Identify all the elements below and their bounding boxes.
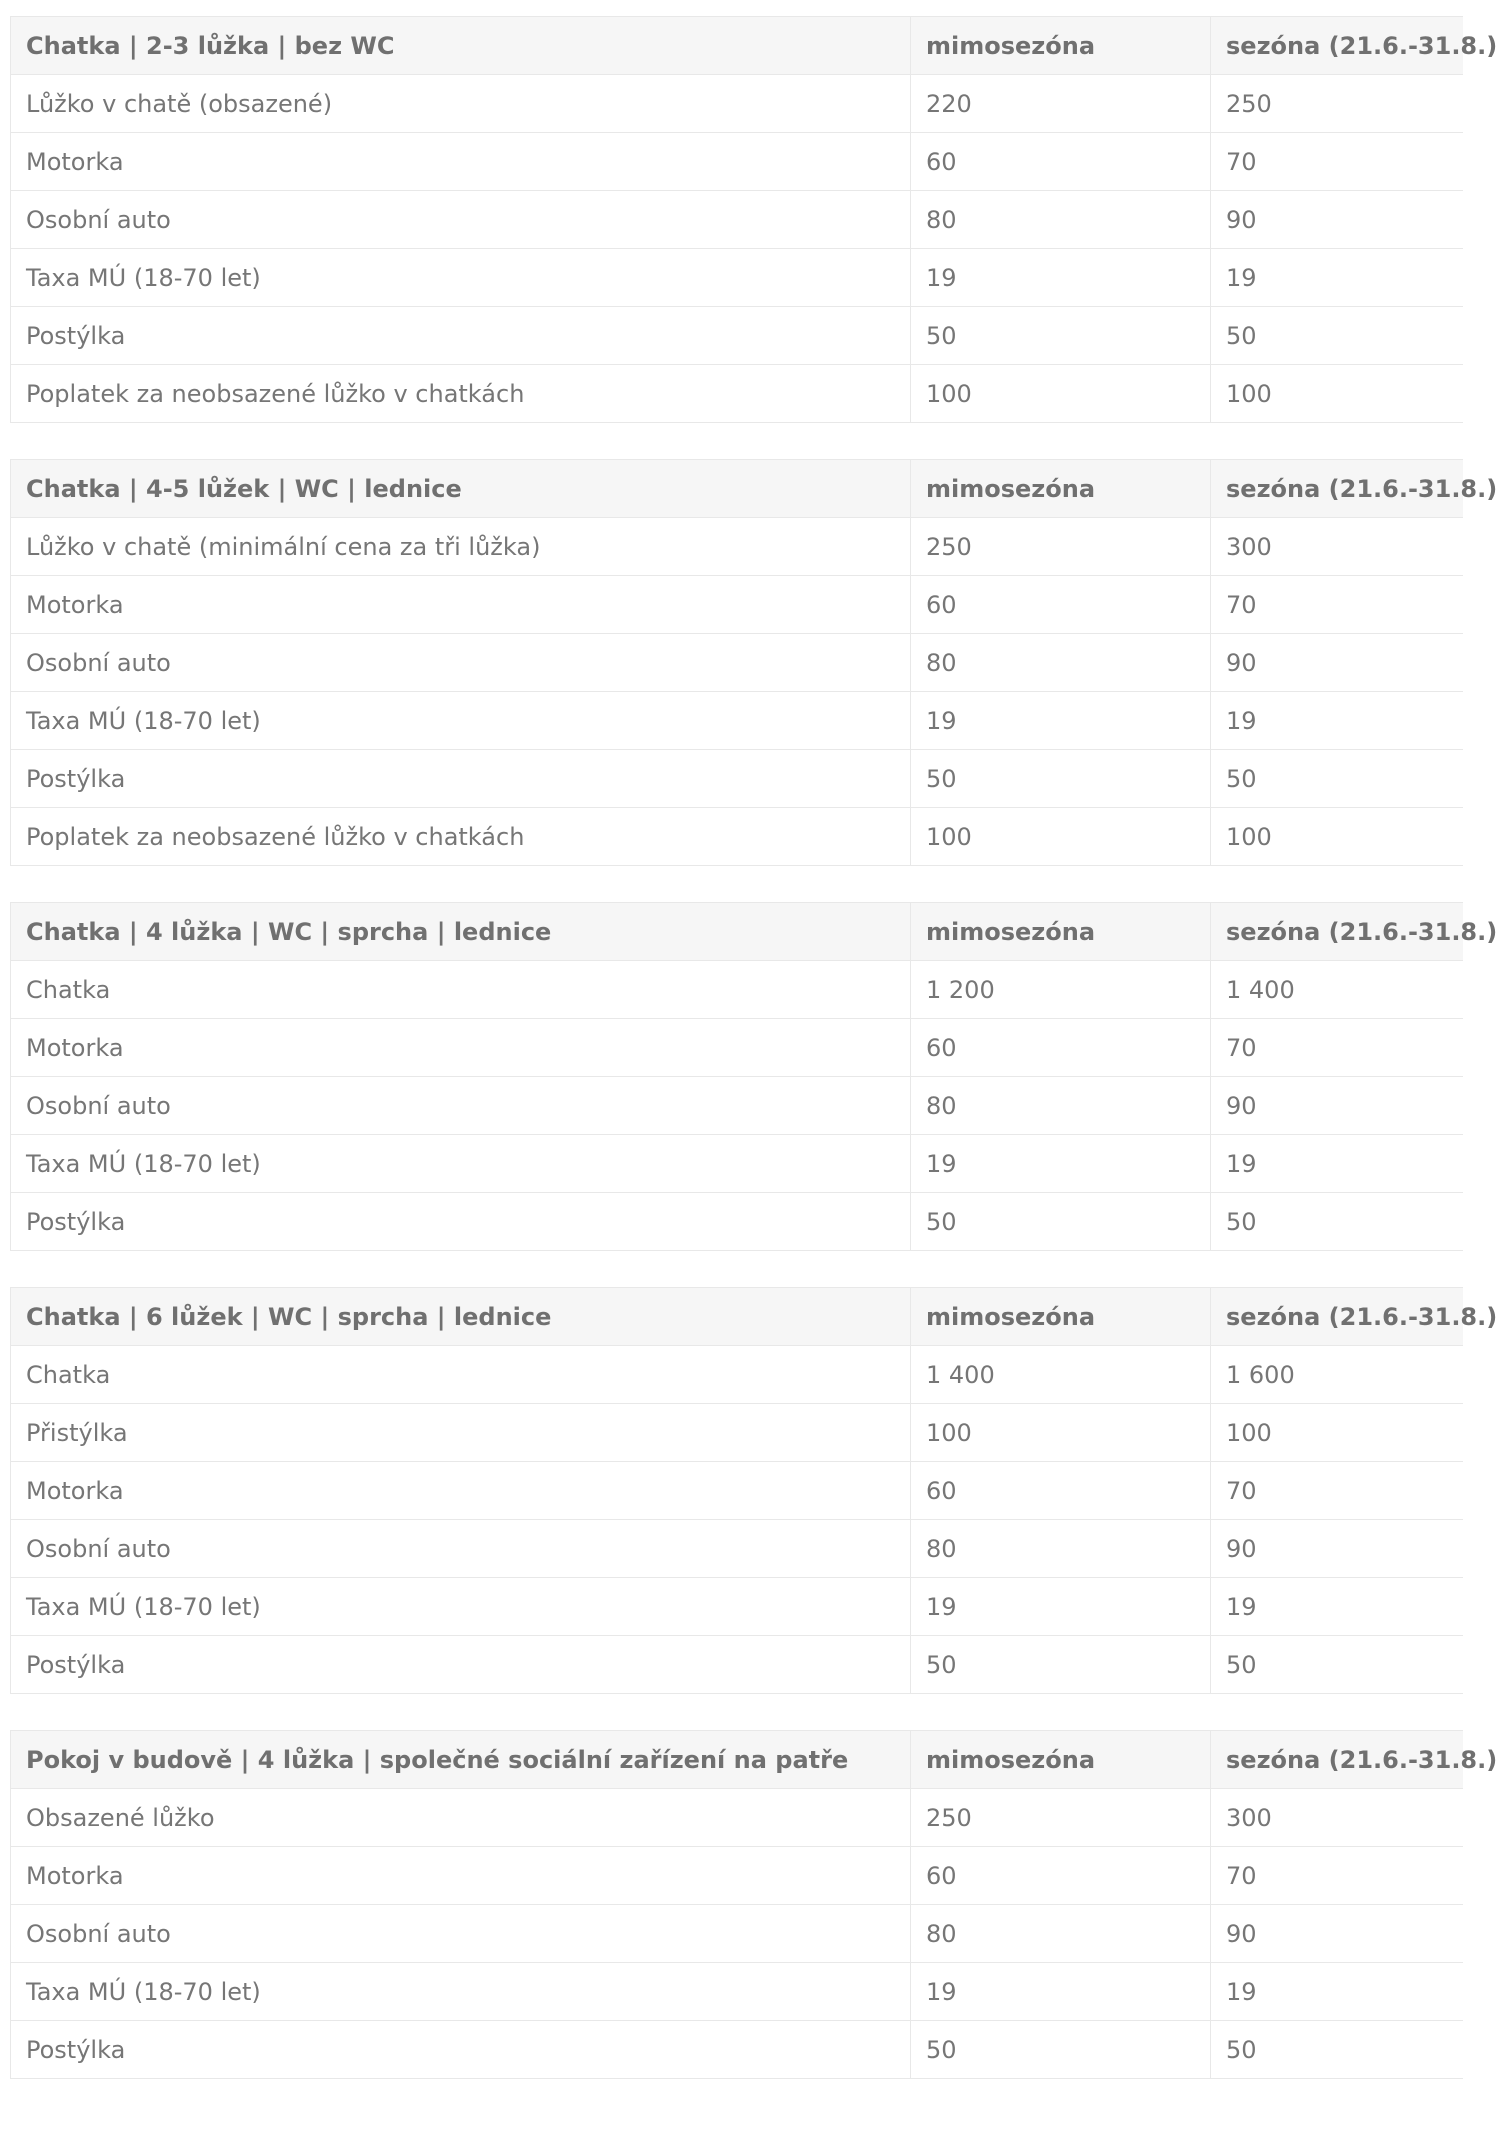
item-name: Osobní auto [11,1077,911,1135]
item-name: Taxa MÚ (18-70 let) [11,249,911,307]
item-name: Motorka [11,1462,911,1520]
table-row [11,1077,1463,1135]
item-name: Poplatek za neobsazené lůžko v chatkách [11,808,911,866]
price-offseason: 1 200 [911,961,1211,1019]
price-season: 70 [1211,133,1463,191]
column-header-season: sezóna (21.6.-31.8.) [1211,903,1463,961]
table-title: Chatka | 4 lůžka | WC | sprcha | lednice [11,903,911,961]
item-name: Chatka [11,961,911,1019]
table-title: Chatka | 6 lůžek | WC | sprcha | lednice [11,1288,911,1346]
price-offseason: 19 [911,1963,1211,2021]
table-row [11,75,1463,133]
price-table [10,459,1497,866]
table-row [11,1404,1463,1462]
table-title: Chatka | 4-5 lůžek | WC | lednice [11,460,911,518]
item-name: Postýlka [11,1193,911,1251]
price-season: 70 [1211,1019,1463,1077]
table-row [11,1193,1463,1251]
item-name: Chatka [11,1346,911,1404]
price-season: 70 [1211,576,1463,634]
item-name: Osobní auto [11,1520,911,1578]
item-name: Osobní auto [11,1905,911,1963]
price-offseason: 220 [911,75,1211,133]
table-header-row [11,903,1463,961]
table-row [11,133,1463,191]
table-row [11,1789,1463,1847]
price-table [10,902,1497,1251]
table-title: Chatka | 2-3 lůžka | bez WC [11,17,911,75]
price-offseason: 100 [911,365,1211,423]
column-header-offseason: mimosezóna [911,1288,1211,1346]
price-season: 70 [1211,1847,1463,1905]
table-row [11,2021,1463,2079]
column-header-offseason: mimosezóna [911,903,1211,961]
table-row [11,518,1463,576]
table-row [11,634,1463,692]
price-season: 300 [1211,518,1463,576]
price-season: 50 [1211,750,1463,808]
item-name: Motorka [11,1019,911,1077]
table-header-row [11,460,1463,518]
price-season: 90 [1211,1520,1463,1578]
table-row [11,1346,1463,1404]
table-header-row [11,17,1463,75]
table-title: Pokoj v budově | 4 lůžka | společné sociální zařízení na patře [11,1731,911,1789]
price-offseason: 50 [911,1193,1211,1251]
item-name: Postýlka [11,750,911,808]
item-name: Taxa MÚ (18-70 let) [11,1578,911,1636]
column-header-season: sezóna (21.6.-31.8.) [1211,460,1463,518]
price-season: 19 [1211,692,1463,750]
price-season: 19 [1211,1578,1463,1636]
table-row [11,1578,1463,1636]
price-offseason: 19 [911,249,1211,307]
price-season: 19 [1211,1963,1463,2021]
table-row [11,1019,1463,1077]
price-offseason: 80 [911,634,1211,692]
price-season: 90 [1211,634,1463,692]
column-header-season: sezóna (21.6.-31.8.) [1211,1288,1463,1346]
price-offseason: 100 [911,1404,1211,1462]
price-season: 1 400 [1211,961,1463,1019]
price-season: 19 [1211,1135,1463,1193]
price-offseason: 60 [911,1847,1211,1905]
price-season: 50 [1211,307,1463,365]
item-name: Lůžko v chatě (minimální cena za tři lůžka) [11,518,911,576]
column-header-offseason: mimosezóna [911,1731,1211,1789]
item-name: Lůžko v chatě (obsazené) [11,75,911,133]
price-offseason: 50 [911,2021,1211,2079]
column-header-offseason: mimosezóna [911,460,1211,518]
price-offseason: 80 [911,191,1211,249]
table-row [11,1636,1463,1694]
item-name: Přistýlka [11,1404,911,1462]
price-season: 90 [1211,1905,1463,1963]
item-name: Motorka [11,133,911,191]
item-name: Taxa MÚ (18-70 let) [11,1135,911,1193]
price-season: 50 [1211,1193,1463,1251]
column-header-season: sezóna (21.6.-31.8.) [1211,1731,1463,1789]
price-offseason: 250 [911,518,1211,576]
price-offseason: 60 [911,1019,1211,1077]
price-offseason: 50 [911,307,1211,365]
price-offseason: 100 [911,808,1211,866]
table-header-row [11,1288,1463,1346]
price-offseason: 19 [911,1578,1211,1636]
price-offseason: 80 [911,1077,1211,1135]
table-row [11,750,1463,808]
item-name: Postýlka [11,2021,911,2079]
price-season: 100 [1211,365,1463,423]
column-header-season: sezóna (21.6.-31.8.) [1211,17,1463,75]
table-row [11,961,1463,1019]
item-name: Motorka [11,1847,911,1905]
price-offseason: 1 400 [911,1346,1211,1404]
item-name: Taxa MÚ (18-70 let) [11,692,911,750]
table-header-row [11,1731,1463,1789]
table-row [11,1905,1463,1963]
price-season: 300 [1211,1789,1463,1847]
price-table [10,1730,1497,2079]
item-name: Postýlka [11,1636,911,1694]
price-season: 19 [1211,249,1463,307]
price-offseason: 19 [911,692,1211,750]
item-name: Poplatek za neobsazené lůžko v chatkách [11,365,911,423]
price-offseason: 80 [911,1520,1211,1578]
price-offseason: 250 [911,1789,1211,1847]
price-offseason: 80 [911,1905,1211,1963]
item-name: Obsazené lůžko [11,1789,911,1847]
price-list [10,16,1497,2115]
price-season: 50 [1211,1636,1463,1694]
price-offseason: 19 [911,1135,1211,1193]
table-row [11,1847,1463,1905]
price-season: 250 [1211,75,1463,133]
column-header-offseason: mimosezóna [911,17,1211,75]
price-season: 90 [1211,1077,1463,1135]
table-row [11,1135,1463,1193]
item-name: Osobní auto [11,191,911,249]
table-row [11,365,1463,423]
table-row [11,191,1463,249]
item-name: Motorka [11,576,911,634]
table-row [11,576,1463,634]
price-season: 90 [1211,191,1463,249]
price-table [10,16,1497,423]
table-row [11,1462,1463,1520]
price-season: 1 600 [1211,1346,1463,1404]
table-row [11,307,1463,365]
table-row [11,249,1463,307]
item-name: Osobní auto [11,634,911,692]
table-row [11,692,1463,750]
price-season: 100 [1211,808,1463,866]
table-row [11,1520,1463,1578]
price-season: 50 [1211,2021,1463,2079]
price-offseason: 60 [911,1462,1211,1520]
price-offseason: 50 [911,1636,1211,1694]
item-name: Postýlka [11,307,911,365]
table-row [11,1963,1463,2021]
price-table [10,1287,1497,1694]
price-offseason: 60 [911,133,1211,191]
item-name: Taxa MÚ (18-70 let) [11,1963,911,2021]
price-offseason: 50 [911,750,1211,808]
price-season: 70 [1211,1462,1463,1520]
price-season: 100 [1211,1404,1463,1462]
table-row [11,808,1463,866]
price-offseason: 60 [911,576,1211,634]
